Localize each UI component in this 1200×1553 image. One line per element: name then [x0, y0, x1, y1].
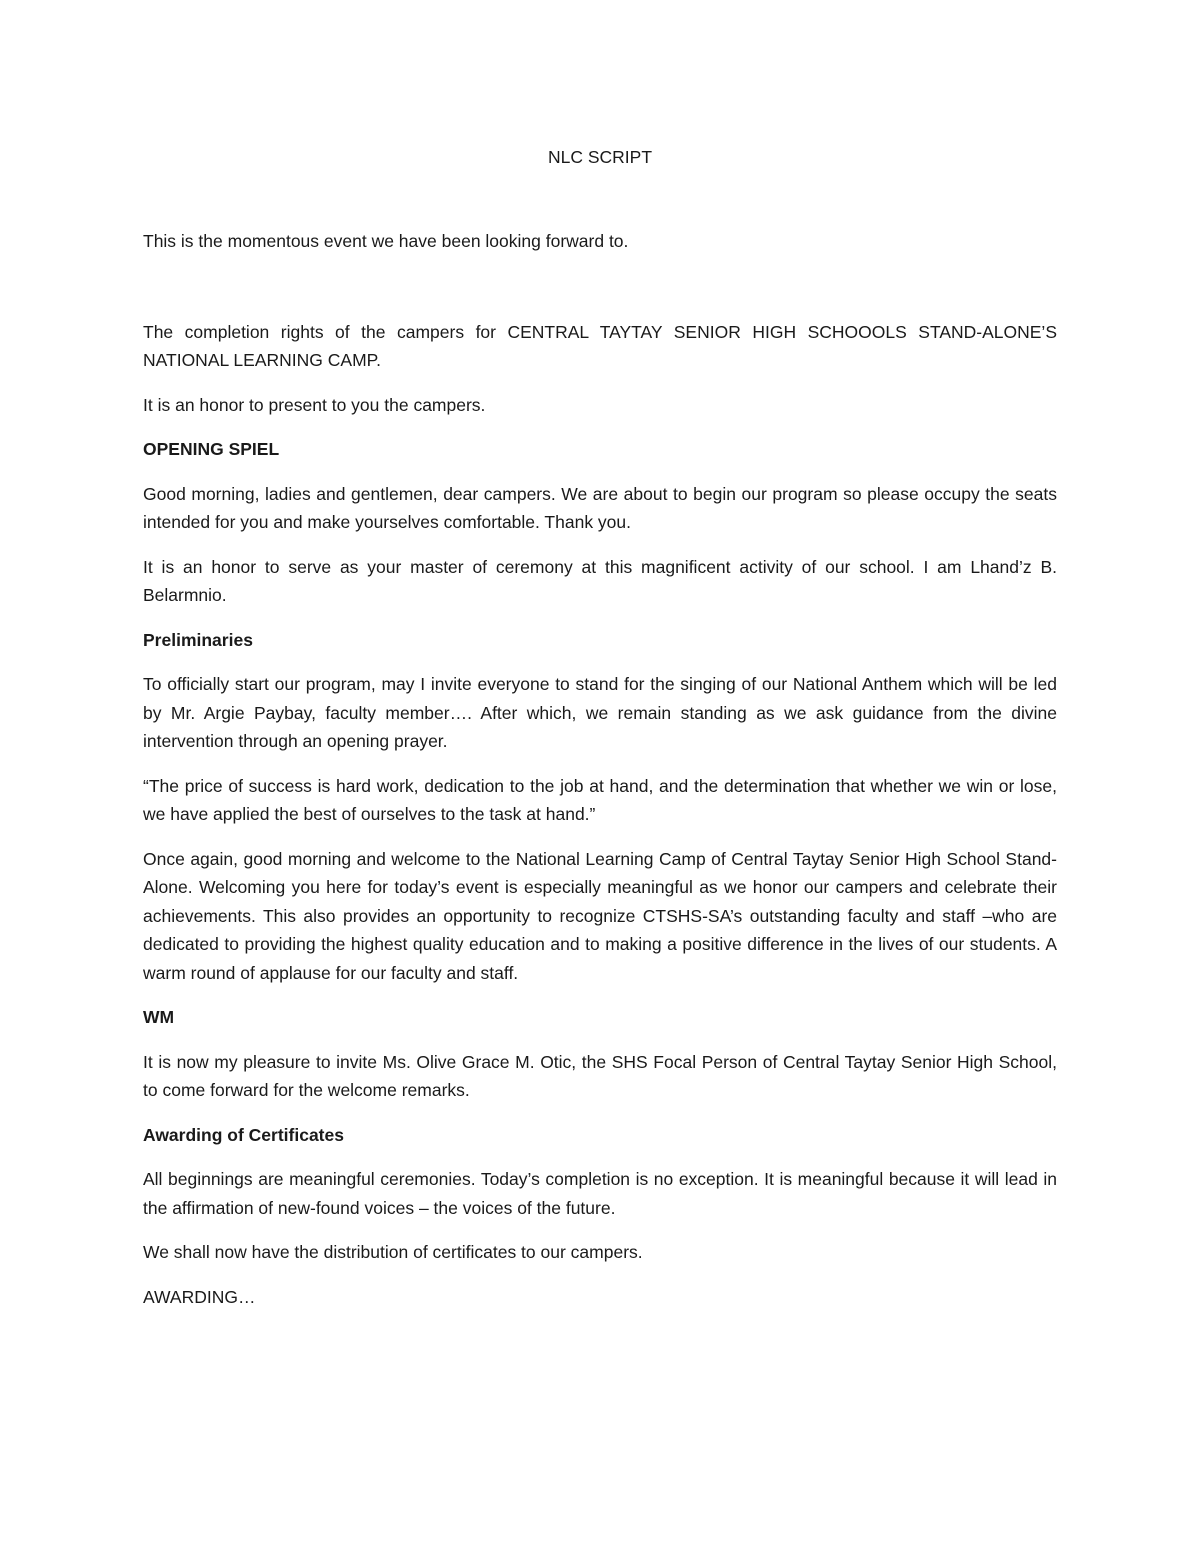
- preliminaries-heading: Preliminaries: [143, 629, 253, 650]
- honor-present-paragraph: It is an honor to present to you the campers.: [143, 394, 486, 415]
- wm-heading: WM: [143, 1007, 175, 1027]
- document-body: [143, 143, 1057, 1311]
- quote-paragraph: “The price of success is hard work, dedication to the job at hand, and the determination that whether we win or lose, we have applied the best of ourselves to the task at hand.”: [143, 775, 1057, 824]
- awarding-paragraph-2: We shall now have the distribution of certificates to our campers.: [143, 1242, 643, 1262]
- intro-paragraph: This is the momentous event we have been looking forward to.: [143, 231, 629, 251]
- opening-paragraph-2: It is an honor to serve as your master of ceremony at this magnificent activity of our school. I am Lhand’z B. Belarmnio.: [143, 556, 1057, 605]
- awarding-end-text: AWARDING…: [143, 1286, 256, 1307]
- document-title: NLC SCRIPT: [547, 147, 653, 167]
- awarding-heading: Awarding of Certificates: [143, 1124, 344, 1145]
- wm-paragraph: It is now my pleasure to invite Ms. Olive Grace M. Otic, the SHS Focal Person of Central Taytay Senior High School, to come forward for the welcome remarks.: [143, 1051, 1057, 1100]
- awarding-paragraph-1: All beginnings are meaningful ceremonies. Today’s completion is no exception. It is meaningful because it will lead in the affirmation of new-found voices – the voices of the future.: [143, 1169, 1057, 1218]
- preliminaries-paragraph: To officially start our program, may I invite everyone to stand for the singing of our National Anthem which will be led by Mr. Argie Paybay, faculty member…. After which, we remain standing as we ask guidance from the divine intervention through an opening prayer.: [143, 674, 1057, 751]
- welcome-paragraph: Once again, good morning and welcome to the National Learning Camp of Central Taytay Senior High School Stand-Alone. Welcoming you here for today’s event is especially meaningful as we honor our campers and celebrate their achievements. This also provides an opportunity to recognize CTSHS-SA’s outstanding faculty and staff –who are dedicated to providing the highest quality education and to making a positive difference in the lives of our students. A warm round of applause for our faculty and staff.: [143, 848, 1057, 983]
- opening-paragraph-1: Good morning, ladies and gentlemen, dear campers. We are about to begin our program so please occupy the seats intended for you and make yourselves comfortable. Thank you.: [143, 483, 1057, 532]
- completion-paragraph: The completion rights of the campers for CENTRAL TAYTAY SENIOR HIGH SCHOOOLS STAND-ALONE’S NATIONAL LEARNING CAMP.: [143, 321, 1057, 370]
- opening-spiel-heading: OPENING SPIEL: [143, 439, 280, 459]
